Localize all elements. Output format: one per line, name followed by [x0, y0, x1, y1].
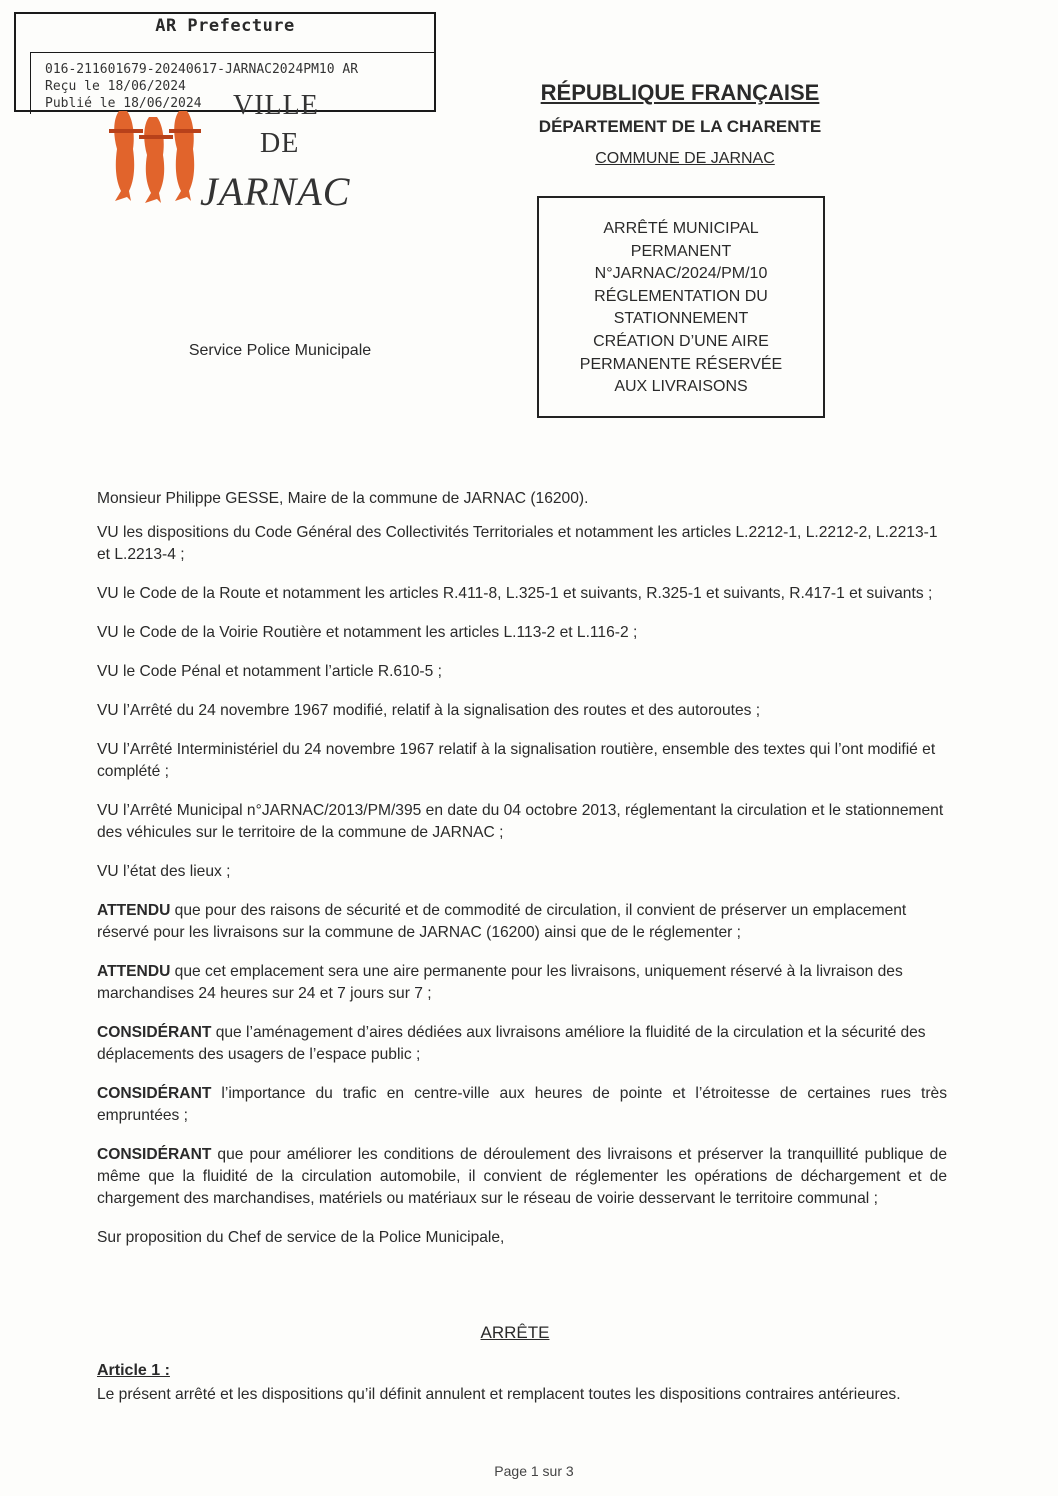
departement-heading: DÉPARTEMENT DE LA CHARENTE: [538, 117, 822, 136]
article-1-title: Article 1 :: [97, 1362, 170, 1379]
considerant-keyword: CONSIDÉRANT: [97, 1146, 212, 1163]
jarnac-logo: [105, 90, 375, 230]
article-1-text: Le présent arrêté et les dispositions qu’il définit annulent et remplacent toutes les dispositions contraires antérieures.: [97, 1386, 901, 1403]
republique-heading: RÉPUBLIQUE FRANÇAISE: [540, 80, 820, 105]
arrete-title-box: [537, 196, 825, 418]
arrete-box-line: PERMANENTE RÉSERVÉE: [579, 355, 783, 373]
considerant-paragraph: [97, 1083, 947, 1127]
document-body: [97, 488, 947, 1266]
vu-paragraph: VU l’Arrêté Municipal n°JARNAC/2013/PM/395 en date du 04 octobre 2013, réglementant la circulation et le stationnement des véhicules sur le territoire de la commune de JARNAC ;: [97, 802, 944, 841]
arrete-box-line: CRÉATION D’UNE AIRE: [593, 332, 769, 350]
arrete-box-line: AUX LIVRAISONS: [614, 378, 748, 396]
arrete-box-line: STATIONNEMENT: [613, 310, 749, 328]
attendu-paragraph: [97, 900, 947, 944]
attendu-keyword: ATTENDU: [97, 902, 171, 919]
attendu-keyword: ATTENDU: [97, 963, 171, 980]
vu-paragraph: VU l’Arrêté du 24 novembre 1967 modifié, relatif à la signalisation des routes et des autoroutes ;: [97, 702, 761, 719]
vu-paragraph: VU le Code de la Voirie Routière et notamment les articles L.113-2 et L.116-2 ;: [97, 624, 638, 641]
considerant-keyword: CONSIDÉRANT: [97, 1024, 212, 1041]
stamp-line-reference: 016-211601679-20240617-JARNAC2024PM10 AR: [45, 62, 359, 77]
vu-paragraph: VU l’Arrêté Interministériel du 24 novembre 1967 relatif à la signalisation routière, ensemble des textes qui l’ont modifié et complété ;: [97, 741, 936, 780]
vu-paragraph: VU le Code Pénal et notamment l’article R.610-5 ;: [97, 663, 442, 680]
intro-paragraph: Monsieur Philippe GESSE, Maire de la commune de JARNAC (16200).: [97, 490, 589, 507]
attendu-text: que pour des raisons de sécurité et de commodité de circulation, il convient de préserver un emplacement réservé pour les livraisons sur la commune de JARNAC (16200) ainsi que de le réglementer ;: [97, 902, 907, 941]
arrete-box-line: N°JARNAC/2024/PM/10: [594, 265, 768, 283]
page-number: Page 1 sur 3: [494, 1463, 574, 1479]
vu-paragraph: VU les dispositions du Code Général des Collectivités Territoriales et notamment les articles L.2212-1, L.2212-2, L.2213-1 et L.2213-4 ;: [97, 524, 938, 563]
service-label: Service Police Municipale: [188, 342, 372, 359]
arrete-box-line: ARRÊTÉ MUNICIPAL: [603, 220, 759, 237]
vu-paragraph: VU l’état des lieux ;: [97, 863, 231, 880]
considerant-text: que pour améliorer les conditions de déroulement des livraisons et préserver la tranquillité publique de même que la fluidité de la circulation automobile, il convient de réglementer les opérations de déchargement et de chargement des marchandises, matériels ou matériaux sur le réseau de voirie desservant le territoire communal ;: [97, 1146, 947, 1207]
fish-emblem-icon: [105, 105, 205, 205]
considerant-keyword: CONSIDÉRANT: [97, 1085, 212, 1102]
considerant-paragraph: [97, 1144, 947, 1210]
stamp-line-published: Publié le 18/06/2024: [45, 96, 202, 111]
arrete-heading: ARRÊTE: [480, 1323, 550, 1342]
stamp-line-received: Reçu le 18/06/2024: [45, 79, 186, 94]
vu-paragraph: VU le Code de la Route et notamment les articles R.411-8, L.325-1 et suivants, R.325-1 et suivants, R.417-1 et suivants ;: [97, 585, 933, 602]
logo-text-de: DE: [260, 128, 300, 159]
logo-text-jarnac: JARNAC: [200, 169, 351, 214]
stamp-title: AR Prefecture: [155, 16, 295, 36]
considerant-paragraph: [97, 1022, 947, 1066]
arrete-box-line: RÉGLEMENTATION DU: [594, 287, 768, 305]
attendu-paragraph: [97, 961, 947, 1005]
considerant-text: que l’aménagement d’aires dédiées aux livraisons améliore la fluidité de la circulation et la sécurité des déplacements des usagers de l’espace public ;: [97, 1024, 926, 1063]
attendu-text: que cet emplacement sera une aire permanente pour les livraisons, uniquement réservé à la livraison des marchandises 24 heures sur 24 et 7 jours sur 7 ;: [97, 963, 903, 1002]
proposition-paragraph: Sur proposition du Chef de service de la Police Municipale,: [97, 1229, 505, 1246]
considerant-text: l’importance du trafic en centre-ville aux heures de pointe et l’étroitesse de certaines rues très empruntées ;: [97, 1085, 947, 1124]
commune-heading: COMMUNE DE JARNAC: [595, 150, 775, 167]
logo-text-ville: VILLE: [233, 90, 319, 121]
arrete-box-line: PERMANENT: [630, 242, 732, 260]
